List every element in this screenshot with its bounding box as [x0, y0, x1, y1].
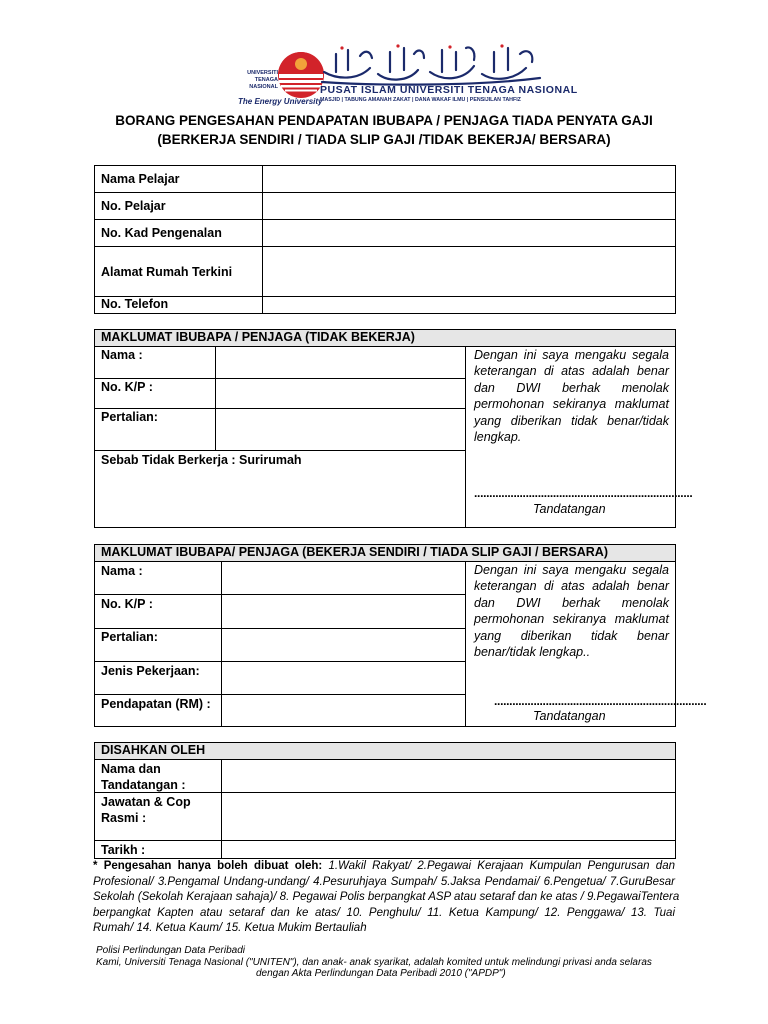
s2-declaration: Dengan ini saya mengaku segala keterangan di atas adalah benar dan DWI berhak menolak permohonan sekiranya maklumat yang diberikan tidak benar benar/tidak lengkap..: [474, 563, 669, 660]
s2-signature-line[interactable]: ......................................................................: [494, 694, 707, 708]
verifier-position-field[interactable]: [222, 793, 675, 840]
s1-reason-label: Sebab Tidak Berkerja : Surirumah: [101, 453, 302, 467]
arabic-calligraphy-logo: [318, 42, 546, 86]
s1-signature-line[interactable]: ........................................................................: [474, 486, 693, 500]
verifier-date-label: Tarikh :: [101, 843, 146, 857]
section2-heading: MAKLUMAT IBUBAPA/ PENJAGA (BEKERJA SENDIRI / TIADA SLIP GAJI / BERSARA): [101, 545, 608, 559]
s2-name-field[interactable]: [222, 562, 465, 594]
note-lead: * Pengesahan hanya boleh dibuat oleh:: [93, 860, 323, 872]
address-label: Alamat Rumah Terkini: [101, 265, 233, 279]
s2-occupation-label: Jenis Pekerjaan:: [101, 664, 200, 678]
s1-ic-label: No. K/P :: [101, 380, 153, 394]
policy-title: Polisi Perlindungan Data Peribadi: [96, 945, 245, 956]
s2-income-field[interactable]: [222, 695, 465, 726]
s1-name-field[interactable]: [216, 347, 465, 378]
policy-line1: Kami, Universiti Tenaga Nasional ("UNITEN"), dan anak- anak syarikat, adalah komited untuk melindungi privasi anda selaras: [96, 957, 652, 968]
student-id-label: No. Pelajar: [101, 199, 166, 213]
phone-field[interactable]: [263, 297, 675, 313]
form-title-line2: (BERKERJA SENDIRI / TIADA SLIP GAJI /TIDAK BEKERJA/ BERSARA): [157, 132, 611, 147]
s1-ic-field[interactable]: [216, 379, 465, 408]
student-id-field[interactable]: [263, 193, 675, 219]
address-field[interactable]: [263, 247, 675, 296]
s2-ic-field[interactable]: [222, 595, 465, 628]
verifier-date-field[interactable]: [222, 841, 675, 858]
phone-label: No. Telefon: [101, 297, 169, 311]
form-title-line1: BORANG PENGESAHAN PENDAPATAN IBUBAPA / PENJAGA TIADA PENYATA GAJI: [115, 113, 653, 128]
s2-relation-field[interactable]: [222, 629, 465, 661]
s1-relation-label: Pertalian:: [101, 410, 158, 424]
ic-number-field[interactable]: [263, 220, 675, 246]
section3-heading: DISAHKAN OLEH: [101, 743, 206, 757]
s1-name-label: Nama :: [101, 348, 143, 362]
s2-signature-caption: Tandatangan: [533, 709, 606, 723]
student-name-field[interactable]: [263, 166, 675, 192]
verifier-name-field[interactable]: [222, 760, 675, 792]
s1-declaration: Dengan ini saya mengaku segala keterangan di atas adalah benar dan DWI berhak menolak permohonan sekiranya maklumat yang diberikan tidak benar/tidak lengkap.: [474, 348, 669, 445]
centre-name: PUSAT ISLAM UNIVERSITI TENAGA NASIONAL: [320, 84, 578, 96]
ic-number-label: No. Kad Pengenalan: [101, 226, 222, 240]
s1-relation-field[interactable]: [216, 409, 465, 450]
verifier-name-label: Nama dan Tandatangan :: [101, 762, 186, 792]
centre-units: MASJID | TABUNG AMANAH ZAKAT | DANA WAKAF ILMU | PENSIJILAN TAHFIZ: [320, 97, 521, 103]
student-name-label: Nama Pelajar: [101, 172, 180, 186]
s2-relation-label: Pertalian:: [101, 630, 158, 644]
verifier-position-label: Jawatan & Cop Rasmi :: [101, 795, 191, 825]
tagline: The Energy University: [238, 97, 323, 106]
s2-ic-label: No. K/P :: [101, 597, 153, 611]
s2-name-label: Nama :: [101, 564, 143, 578]
section1-heading: MAKLUMAT IBUBAPA / PENJAGA (TIDAK BEKERJA): [101, 330, 415, 344]
s2-income-label: Pendapatan (RM) :: [101, 697, 211, 711]
s2-occupation-field[interactable]: [222, 662, 465, 694]
s1-signature-caption: Tandatangan: [533, 502, 606, 516]
verification-note: * Pengesahan hanya boleh dibuat oleh: 1.Wakil Rakyat/ 2.Pegawai Kerajaan Kumpulan Pengurusan dan Profesional/ 3.Pengamal Undang-undang/ 4.Pesuruhjaya Sumpah/ 5.Jaksa Pendamai/ 6.Pengetua/ 7.GuruBesar Sekolah (Sekolah Kerajaan sahaja)/ 8. Pegawai Polis berpangkat ASP atau setaraf dan ke atas / 9.PegawaiTentera berpangkat Kapten atau setaraf dan ke atas/ 10. Penghulu/ 11. Ketua Kampung/ 12. Penggawa/ 13. Tuai Rumah/ 14. Ketua Kaum/ 15. Ketua Mukim Bertauliah: [93, 860, 680, 935]
policy-line2: dengan Akta Perlindungan Data Peribadi 2010 ("APDP"): [256, 968, 506, 979]
uniten-logo-text: UNIVERSITI TENAGA NASIONAL: [247, 70, 278, 90]
